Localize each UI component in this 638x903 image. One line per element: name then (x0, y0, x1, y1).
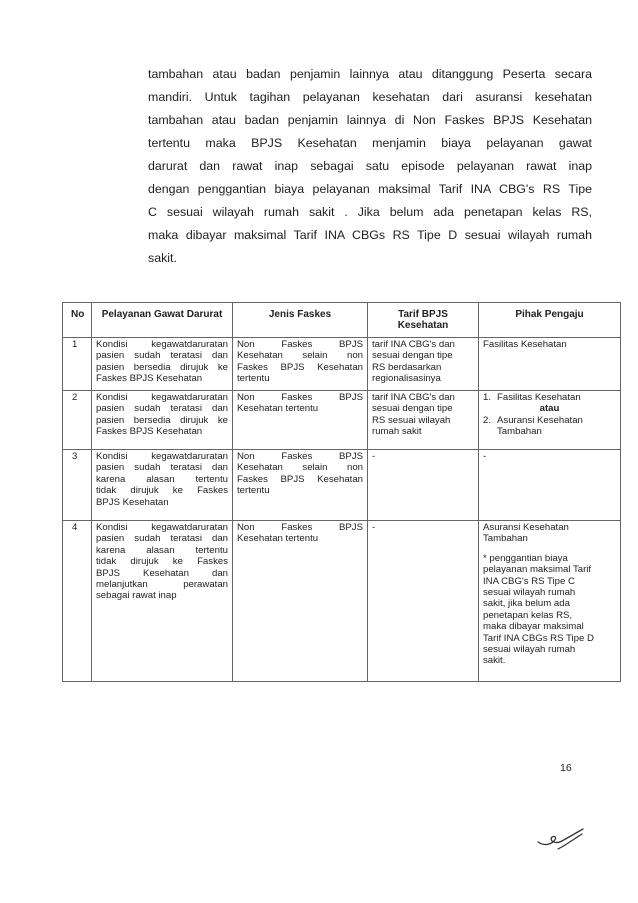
cell-line: Tambahan (483, 533, 528, 545)
cell-line: BPJS Kesehatan dan (96, 567, 228, 579)
cell-pelayanan (92, 450, 233, 521)
paragraph-line: tambahan atau badan penjamin lainnya di Non Faskes BPJS Kesehatan (148, 113, 592, 127)
cell-line: Kesehatan tertentu (237, 403, 319, 415)
cell-line: RS sesuai wilayah (372, 414, 451, 426)
cell-line: Kesehatan selain non (237, 350, 363, 362)
paragraph-line: tertentu maka BPJS Kesehatan menjamin biaya pelayanan gawat (148, 136, 592, 150)
header-jenis-faskes: Jenis Faskes (233, 303, 368, 338)
paragraph-line: dengan penggantian biaya pelayanan maksimal Tarif INA CBG's RS Tipe (148, 182, 592, 196)
cell-line: Non Faskes BPJS (237, 339, 363, 350)
pihak-note (483, 553, 616, 667)
cell-line: tarif INA CBG's dan (372, 339, 455, 350)
cell-line: Non Faskes BPJS (237, 522, 363, 533)
cell-line: sesuai dengan tipe (372, 403, 453, 415)
table-row (63, 521, 621, 682)
list-text: Tambahan (497, 426, 542, 438)
note-line: Tarif INA CBGs RS Tipe D (483, 632, 594, 644)
cell-tarif: - (368, 521, 479, 682)
cell-line: Kesehatan selain non (237, 462, 363, 474)
cell-line: sesuai dengan tipe (372, 350, 453, 362)
header-pelayanan: Pelayanan Gawat Darurat (92, 303, 233, 338)
cell-line: Faskes BPJS Kesehatan (96, 373, 203, 385)
cell-line: karena alasan tertentu (96, 544, 228, 556)
header-pihak-pengaju: Pihak Pengaju (479, 303, 621, 338)
cell-pihak (479, 521, 621, 682)
cell-line: Faskes BPJS Kesehatan (237, 361, 363, 373)
cell-jenis (233, 450, 368, 521)
list-text-wrap (497, 415, 583, 438)
table-row (63, 391, 621, 450)
note-line: sakit. (483, 655, 506, 667)
cell-jenis (233, 391, 368, 450)
header-no: No (63, 303, 92, 338)
cell-line: Non Faskes BPJS (237, 392, 363, 403)
cell-tarif (368, 391, 479, 450)
paragraph-line: maka dibayar maksimal Tarif INA CBGs RS Tipe D sesuai wilayah rumah (148, 228, 592, 242)
cell-line: melanjutkan perawatan (96, 579, 228, 591)
table-header-row (63, 303, 621, 338)
faskes-table (62, 302, 621, 682)
cell-line: pasien sudah teratasi dan (96, 462, 228, 474)
cell-line: regionalisasinya (372, 373, 441, 385)
list-text: Fasilitas Kesehatan (497, 392, 581, 403)
cell-line: Asuransi Kesehatan (483, 522, 569, 533)
cell-pelayanan (92, 521, 233, 682)
cell-pihak: - (479, 450, 621, 521)
cell-line: Kesehatan tertentu (237, 533, 319, 545)
list-item (483, 415, 616, 438)
list-number: 1. (483, 392, 492, 403)
cell-line: tidak dirujuk ke Faskes (96, 485, 228, 497)
cell-line: Kondisi kegawatdaruratan (96, 451, 228, 462)
cell-pihak (479, 391, 621, 450)
cell-line: tertentu (237, 485, 270, 497)
cell-line: Kondisi kegawatdaruratan (96, 339, 228, 350)
cell-line: pasien bersedia dirujuk ke (96, 361, 228, 373)
cell-line: tertentu (237, 373, 270, 385)
cell-line: Kondisi kegawatdaruratan (96, 392, 228, 403)
cell-line: rumah sakit (372, 426, 422, 438)
row-number: 4 (63, 521, 92, 682)
cell-jenis (233, 521, 368, 682)
cell-jenis (233, 338, 368, 391)
note-line: penetapan kelas RS, (483, 609, 573, 621)
table-row (63, 450, 621, 521)
note-line: sesuai wilayah rumah (483, 644, 576, 656)
paragraph-line: tambahan atau badan penjamin lainnya atau ditanggung Peserta secara (148, 67, 592, 81)
row-number: 2 (63, 391, 92, 450)
header-tarif: Tarif BPJS Kesehatan (368, 303, 479, 338)
note-line: INA CBG's RS Tipe C (483, 575, 575, 587)
note-line: pelayanan maksimal Tarif (483, 564, 592, 576)
cell-pelayanan (92, 338, 233, 391)
note-line: maka dibayar maksimal (483, 621, 584, 633)
cell-pelayanan (92, 391, 233, 450)
cell-line: Faskes BPJS Kesehatan (237, 473, 363, 485)
cell-line: BPJS Kesehatan (96, 496, 169, 508)
cell-tarif: - (368, 450, 479, 521)
paragraph-line: darurat dan rawat inap sebagai satu episode pelayanan rawat inap (148, 159, 592, 173)
cell-line: Non Faskes BPJS (237, 451, 363, 462)
list-text: Asuransi Kesehatan (497, 414, 583, 426)
cell-line: pasien sudah teratasi dan (96, 533, 228, 545)
paragraph-line: sakit. (148, 251, 177, 265)
note-line: sakit, jika belum ada (483, 598, 570, 610)
cell-line: Kondisi kegawatdaruratan (96, 522, 228, 533)
cell-line: Faskes BPJS Kesehatan (96, 426, 203, 438)
cell-line: pasien bersedia dirujuk ke (96, 414, 228, 426)
list-item (483, 392, 616, 403)
cell-line: pasien sudah teratasi dan (96, 403, 228, 415)
cell-line: tidak dirujuk ke Faskes (96, 556, 228, 568)
cell-line: RS berdasarkan (372, 361, 442, 373)
cell-line: sebagai rawat inap (96, 590, 177, 602)
row-number: 1 (63, 338, 92, 391)
note-line: sesuai wilayah rumah (483, 587, 576, 599)
note-line: * penggantian biaya (483, 552, 568, 564)
page-number: 16 (560, 762, 572, 774)
cell-tarif (368, 338, 479, 391)
cell-pihak: Fasilitas Kesehatan (479, 338, 621, 391)
table-row (63, 338, 621, 391)
pihak-list (483, 392, 616, 438)
paragraph-line: C sesuai wilayah rumah sakit . Jika belum ada penetapan kelas RS, (148, 205, 592, 219)
cell-line: pasien sudah teratasi dan (96, 350, 228, 362)
cell-line: tarif INA CBG's dan (372, 392, 455, 403)
list-connector: atau (539, 403, 560, 415)
paragraph-line: mandiri. Untuk tagihan pelayanan kesehatan dari asuransi kesehatan (148, 90, 592, 104)
row-number: 3 (63, 450, 92, 521)
cell-line: karena alasan tertentu (96, 473, 228, 485)
list-number: 2. (483, 414, 492, 426)
signature-initial-icon (536, 826, 586, 852)
